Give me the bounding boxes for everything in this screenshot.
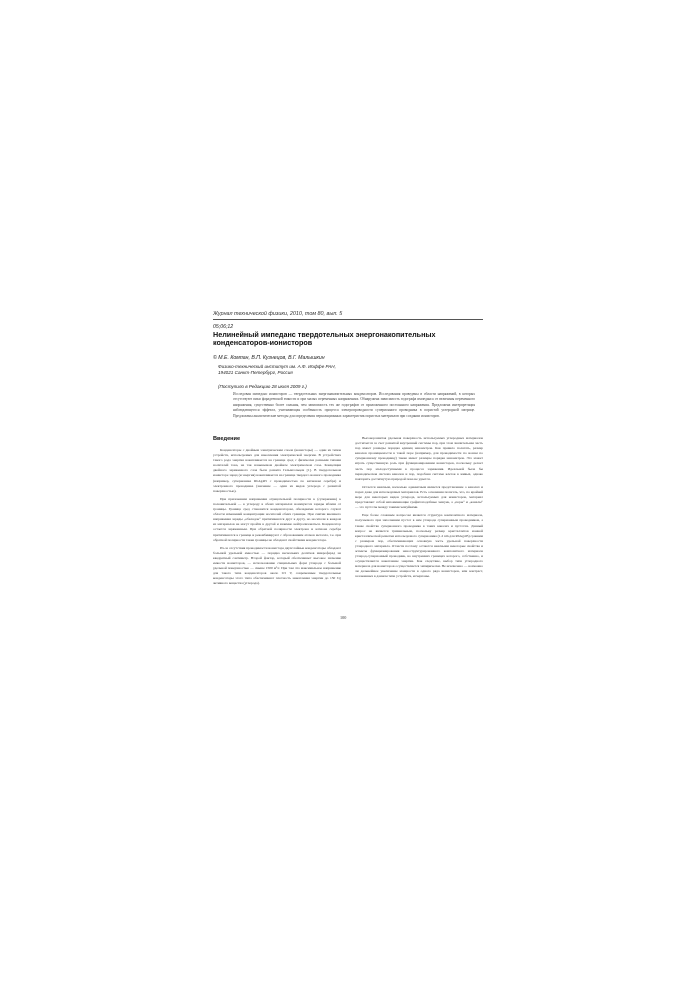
header-rule <box>213 319 483 320</box>
article-title <box>213 331 483 348</box>
paragraph: Остается неясным, насколько адекватным является представление о каналах и порах даже для используемых материалов. Есть основания полагать, что, по крайней мере для некоторых видов углерода, используемых для ионисторов, материал представляет собой напоминающие графитоподобные чешуек, а „поры“ и „каналы“ — это пустоты между такими чешуйками. <box>355 484 483 510</box>
page-number: 100 <box>340 615 347 620</box>
received-date: (Поступило в Редакцию 28 июля 2009 г.) <box>218 384 307 389</box>
paragraph: Конденсаторы с двойным электрическим слоем (ионисторы) — один из типов устройств, используемых для накопления электрической энергии. В устройствах такого рода энергия накапливается на границе сред с физически разными типами носителей тока, на так называемом двойном электрическом слое. Концепция двойного заряженного слоя была развита Гельмгольцем [1]. В твердотельном ионисторе заряд (и энергия) накапливается на границе твердого ионного проводника (например, суперионика RbAg4I5 с проводимостью по катионам серебра) и электронного проводника (значение — один из видов углерода с развитой поверхностью). <box>213 448 341 493</box>
affiliation-line: 194021 Санкт-Петербург, Россия <box>218 369 293 375</box>
section-heading: Введение <box>213 436 241 442</box>
udc-code: 05;06;12 <box>213 324 234 330</box>
paragraph: Из-за отсутствия проводимости ионистора двухслойные конденсаторы обладают большой удельной емкостью — порядка нескольких десятков микрофарад на квадратный сантиметр. Второй фактор, который обеспечивает высокое значение емкости ионисторов, — использование специальных форм углерода с большой удельной поверхностью — свыше 1500 м²/г. При том что максимальное напряжение для такого типа конденсаторов около 0.5 V, современные твердотельные конденсаторы этого типа обеспечивают плотность накопления энергии до 150 J/g активного вещества (углерода). <box>213 545 341 586</box>
title-line: Нелинейный импеданс твердотельных энергонакопительных <box>213 330 436 339</box>
right-column <box>355 436 483 583</box>
paragraph: Высокоразвитая удельная поверхность используемых углеродных материалов достигается за счет развитой внутренней системы пор, при этом значительная часть пор имеет размеры порядка единиц нанометров. Как правило полагать, размер каналов проницаемости в такой поре (например, для проводимости по ионам по суперионному проводнику) также имеет размеры порядка нанометров. Это может играть существенную роль при функционировании ионисторов, поскольку делает часть пор малодоступными в процессе заряжения. Идеальной была бы периодическая система каналов и пор, подобная системе клеток в живых, однако повторить достигнутую природой пока не удается. <box>355 436 483 481</box>
authors: © М.Е. Компан, В.П. Кузнецов, В.Г. Малышкин <box>213 355 325 361</box>
paragraph: Еще более сложным вопросом является структура композитного материала, получаемого при заполнении пустот в нем углерода суперионным проводником, а также свойства суперионного проводника в таких каналах и пустотах. Данный вопрос не является тривиальным, поскольку размер кристаллитов ионной кристаллической решетки используемого суперионика (1.2 nm для RbAg4I5) сравним с размером пор, обеспечивающих основную часть удельной поверхности углеродного материала. Отчасти поэтому остаются неясными некоторые свойства и аспекты функционирования наноструктурированного композитного материала углерод-суперионный проводник, во внутренних границах которого, собственно, и осуществляется накопление энергии. Как следствие, выбор типа углеродного материала для ионисторов осуществляется эмпирически. Не исключено — возможно ли дальнейшее увеличение мощности в одного ряда ионисторов, или контраст, заложенных в данном типе устройств, исчерпаны. <box>355 513 483 579</box>
affiliation-line: Физико-технический институт им. А.Ф. Иоффе РАН, <box>218 364 336 369</box>
abstract: Исследован импеданс ионисторов — твердотельных энергонакопительных конденсаторов. Исследования проведены в области напряжений, в которых отсутствуют пики фарадеевской емкости и при малых переменных напряжениях. Обнаружена зависимость годографа импеданса от величины переменного напряжения, существенно более сильная, чем зависимость тех же годографов от приложенного постоянного напряжения. Предложена интерпретация наблюдающегося эффекта, учитывающая особенность процесса электропроводности суперионного проводника в пористой углеродной матрице. Предложены аналитические методы для определения перколяционных характеристик пористых материалов при создании ионисторов. <box>233 392 475 418</box>
journal-header: Журнал технической физики, 2010, том 80, вып. 5 <box>213 311 343 317</box>
paragraph: При приложении напряжения отрицательной полярности к (суперионик) к положительной — к углероду в обоих материалах ионизуются заряды вблизи от границы. Граница сред становится конденсатором, обкладками которого служат области изменений концентрации носителей обеих границы. При снятии внешнего напряжения заряды „обкладок“ притягиваются друг к другу, но носители в каждом из материалов не могут пройти в другой и взаимно нейтрализоваться. Конденсатор остается заряженным. При обратной полярности электрона и катиона серебра притягиваются к границе и рекомбинируют с образованием атомов металла, т.е. при обратной полярности такие границы не обладают свойствами конденсатора. <box>213 496 341 542</box>
affiliation <box>218 364 418 376</box>
left-column <box>213 436 341 589</box>
title-line: конденсаторов-ионисторов <box>213 338 313 348</box>
